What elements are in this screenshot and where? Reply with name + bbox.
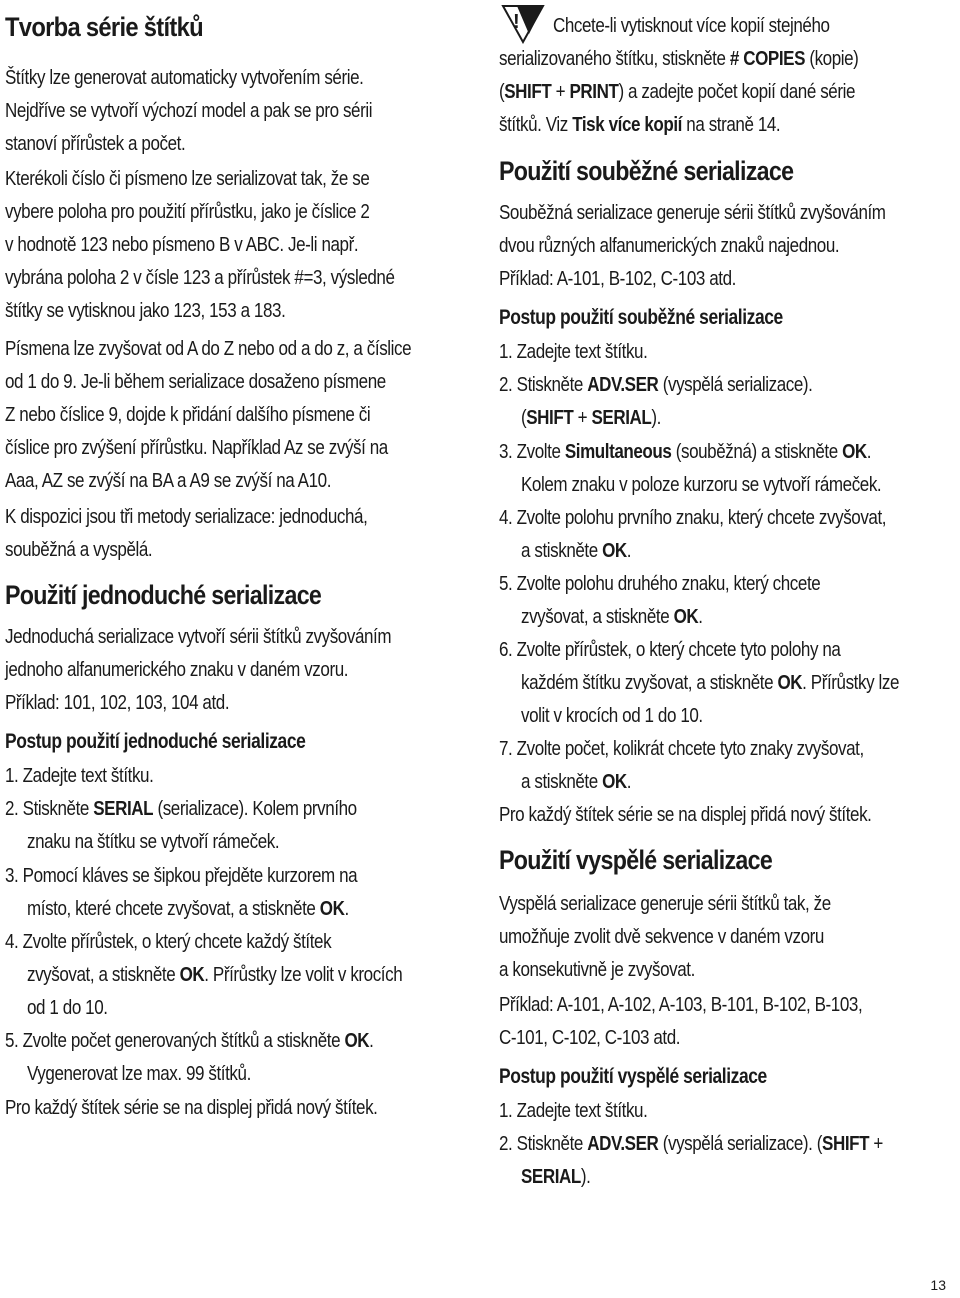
- intro-line: Kterékoli číslo či písmeno lze serializovat tak, že se: [5, 167, 370, 190]
- concurrent-step-2: 2. Stiskněte ADV.SER (vyspělá serializace).: [499, 373, 813, 396]
- concurrent-step-5-cont: zvyšovat, a stiskněte OK.: [521, 605, 703, 628]
- simple-step-1: 1. Zadejte text štítku.: [5, 764, 154, 787]
- intro-line: Aaa, AZ se zvýší na BA a A9 se zvýší na A10.: [5, 469, 332, 492]
- adv-ser-key: ADV.SER: [587, 373, 659, 396]
- advanced-step-2: 2. Stiskněte ADV.SER (vyspělá serializace). (SHIFT +: [499, 1132, 883, 1155]
- concurrent-step-6-cont: každém štítku zvyšovat, a stiskněte OK. Přírůstky lze: [521, 671, 900, 694]
- simple-desc-line: jednoho alfanumerického znaku v daném vzoru.: [5, 658, 349, 681]
- intro-line: v hodnotě 123 nebo písmeno B v ABC. Je-li např.: [5, 233, 359, 256]
- advanced-desc-line: a konsekutivně je zvyšovat.: [499, 958, 695, 981]
- simple-step-3: 3. Pomocí kláves se šipkou přejděte kurzorem na: [5, 864, 358, 887]
- ok-key: OK: [842, 440, 867, 463]
- advanced-procedure-heading: Postup použití vyspělé serializace: [499, 1065, 767, 1088]
- simple-serialization-heading: Použití jednoduché serializace: [5, 580, 322, 610]
- serial-key: SERIAL: [591, 406, 652, 429]
- intro-line: Z nebo číslice 9, dojde k přidání dalšího písmene či: [5, 403, 371, 426]
- ok-key: OK: [344, 1029, 370, 1052]
- concurrent-desc-line: Souběžná serializace generuje sérii štítků zvyšováním: [499, 201, 886, 224]
- print-key: PRINT: [569, 80, 619, 103]
- simple-step-5-cont: Vygenerovat lze max. 99 štítků.: [27, 1062, 251, 1085]
- ok-key: OK: [319, 897, 345, 920]
- serial-key: SERIAL: [93, 797, 154, 820]
- simple-step-4-cont: zvyšovat, a stiskněte OK. Přírůstky lze volit v krocích: [27, 963, 403, 986]
- page-title: Tvorba série štítků: [5, 12, 203, 42]
- svg-text:!: !: [513, 11, 520, 33]
- concurrent-footer-note: Pro každý štítek série se na displej přidá nový štítek.: [499, 803, 872, 826]
- warning-triangle-icon: [499, 4, 547, 44]
- ok-key: OK: [179, 963, 205, 986]
- ok-key: OK: [602, 539, 627, 562]
- copies-key: # COPIES: [729, 47, 806, 70]
- intro-line: Nejdříve se vytvoří výchozí model a pak se pro sérii: [5, 99, 373, 122]
- ok-key: OK: [673, 605, 699, 628]
- simple-procedure-heading: Postup použití jednoduché serializace: [5, 730, 306, 753]
- simple-step-4-cont: od 1 do 10.: [27, 996, 108, 1019]
- page-number: 13: [930, 1277, 946, 1293]
- advanced-desc-line: umožňuje zvolit dvě sekvence v daném vzoru: [499, 925, 824, 948]
- intro-line: K dispozici jsou tři metody serializace: jednoduchá,: [5, 505, 368, 528]
- simple-step-2-cont: znaku na štítku se vytvoří rámeček.: [27, 830, 280, 853]
- simultaneous-option: Simultaneous: [564, 440, 672, 463]
- concurrent-procedure-heading: Postup použití souběžné serializace: [499, 306, 783, 329]
- concurrent-step-6-cont: volit v krocích od 1 do 10.: [521, 704, 703, 727]
- concurrent-step-7-cont: a stiskněte OK.: [521, 770, 632, 793]
- concurrent-step-3: 3. Zvolte Simultaneous (souběžná) a stiskněte OK.: [499, 440, 872, 463]
- simple-desc-line: Jednoduchá serializace vytvoří sérii štítků zvyšováním: [5, 625, 392, 648]
- advanced-serialization-heading: Použití vyspělé serializace: [499, 845, 773, 875]
- advanced-desc-line: Vyspělá serializace generuje sérii štítků tak, že: [499, 892, 831, 915]
- concurrent-step-7: 7. Zvolte počet, kolikrát chcete tyto znaky zvyšovat,: [499, 737, 864, 760]
- concurrent-serialization-heading: Použití souběžné serializace: [499, 156, 794, 186]
- simple-example: Příklad: 101, 102, 103, 104 atd.: [5, 691, 230, 714]
- tip-line: (SHIFT + PRINT) a zadejte počet kopií dané série: [499, 80, 856, 103]
- ok-key: OK: [777, 671, 803, 694]
- serial-key: SERIAL: [521, 1165, 581, 1188]
- tip-line: štítků. Viz Tisk více kopií na straně 14.: [499, 113, 781, 136]
- intro-line: vybere poloha pro použití přírůstku, jako je číslice 2: [5, 200, 370, 223]
- concurrent-step-1: 1. Zadejte text štítku.: [499, 340, 648, 363]
- ok-key: OK: [602, 770, 627, 793]
- intro-line: souběžná a vyspělá.: [5, 538, 153, 561]
- concurrent-step-2-cont: (SHIFT + SERIAL).: [521, 406, 661, 429]
- concurrent-step-4-cont: a stiskněte OK.: [521, 539, 632, 562]
- simple-step-4: 4. Zvolte přírůstek, o který chcete každý štítek: [5, 930, 332, 953]
- concurrent-step-3-cont: Kolem znaku v poloze kurzoru se vytvoří rámeček.: [521, 473, 882, 496]
- concurrent-step-5: 5. Zvolte polohu druhého znaku, který chcete: [499, 572, 821, 595]
- tip-line: Chcete-li vytisknout více kopií stejného: [553, 14, 830, 37]
- adv-ser-key: ADV.SER: [587, 1132, 659, 1155]
- concurrent-example: Příklad: A-101, B-102, C-103 atd.: [499, 267, 736, 290]
- simple-step-5: 5. Zvolte počet generovaných štítků a stiskněte OK.: [5, 1029, 374, 1052]
- simple-footer-note: Pro každý štítek série se na displej přidá nový štítek.: [5, 1096, 378, 1119]
- intro-line: Písmena lze zvyšovat od A do Z nebo od a do z, a číslice: [5, 337, 412, 360]
- shift-key: SHIFT: [822, 1132, 870, 1155]
- tip-line: serializovaného štítku, stiskněte # COPIES (kopie): [499, 47, 859, 70]
- concurrent-step-4: 4. Zvolte polohu prvního znaku, který chcete zvyšovat,: [499, 506, 887, 529]
- advanced-step-1: 1. Zadejte text štítku.: [499, 1099, 648, 1122]
- cross-reference: Tisk více kopií: [572, 113, 682, 136]
- simple-step-3-cont: místo, které chcete zvyšovat, a stiskněte OK.: [27, 897, 349, 920]
- advanced-example-cont: C-101, C-102, C-103 atd.: [499, 1026, 681, 1049]
- advanced-step-2-cont: SERIAL).: [521, 1165, 591, 1188]
- concurrent-desc-line: dvou různých alfanumerických znaků najednou.: [499, 234, 840, 257]
- intro-line: stanoví přírůstek a počet.: [5, 132, 186, 155]
- concurrent-step-6: 6. Zvolte přírůstek, o který chcete tyto polohy na: [499, 638, 841, 661]
- advanced-example: Příklad: A-101, A-102, A-103, B-101, B-102, B-103,: [499, 993, 863, 1016]
- shift-key: SHIFT: [504, 80, 552, 103]
- intro-line: vybrána poloha 2 v čísle 123 a přírůstek #=3, výsledné: [5, 266, 395, 289]
- intro-line: od 1 do 9. Je-li během serializace dosaženo písmene: [5, 370, 386, 393]
- shift-key: SHIFT: [526, 406, 574, 429]
- intro-line: číslice pro zvýšení přírůstku. Například Az se zvýší na: [5, 436, 388, 459]
- intro-line: štítky se vytisknou jako 123, 153 a 183.: [5, 299, 286, 322]
- intro-line: Štítky lze generovat automaticky vytvořením série.: [5, 66, 364, 89]
- simple-step-2: 2. Stiskněte SERIAL (serializace). Kolem prvního: [5, 797, 357, 820]
